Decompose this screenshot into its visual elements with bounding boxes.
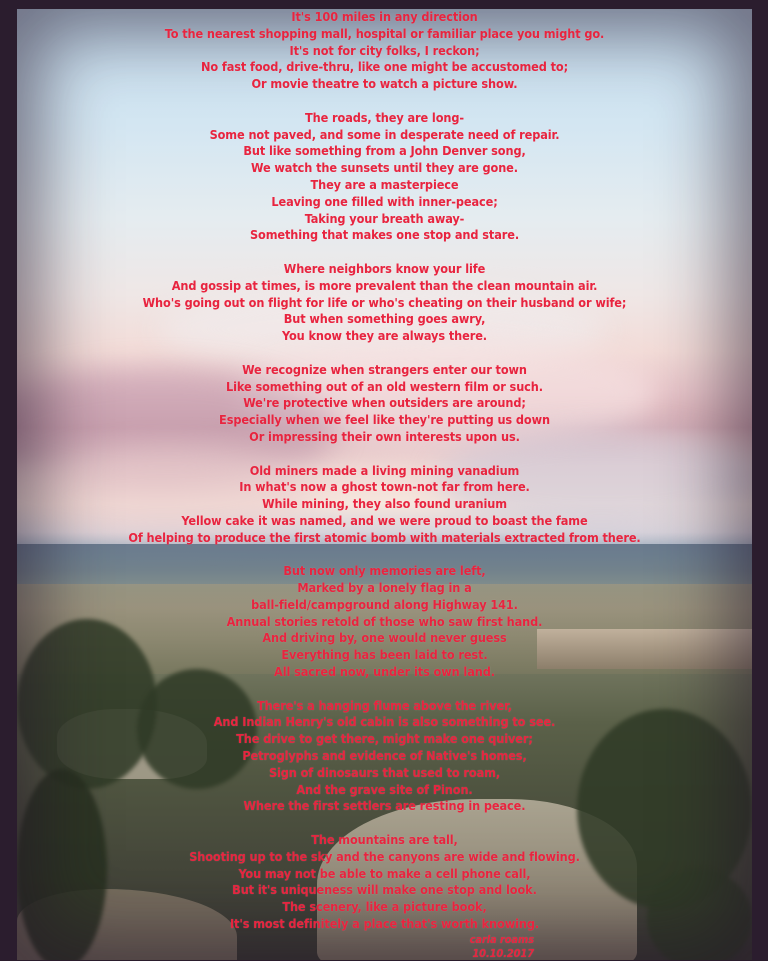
poem-line: The roads, they are long- [305, 109, 464, 125]
poem-line: Petroglyphs and evidence of Native's homes, [242, 748, 527, 764]
poem-line: And gossip at times, is more prevalent than the clean mountain air. [171, 277, 598, 293]
poem-line: And Indian Henry's old cabin is also something to see. [213, 714, 556, 730]
poem-stanza [17, 563, 752, 681]
poem-text [17, 9, 752, 961]
poem-line: We recognize when strangers enter our town [242, 361, 527, 377]
poem-line: Everything has been laid to rest. [281, 647, 488, 663]
poem-line: Taking your breath away- [304, 210, 465, 226]
poem-line: Especially when we feel like they're putting us down [219, 412, 550, 428]
poem-line: There's a hanging flume above the river, [257, 697, 512, 713]
poem-line: The mountains are tall, [311, 832, 458, 848]
poem-line: The scenery, like a picture book, [282, 899, 487, 915]
poem-line: Some not paved, and some in desperate need of repair. [209, 126, 560, 142]
poem-line: Old miners made a living mining vanadium [249, 462, 520, 478]
poem-line: Sign of dinosaurs that used to roam, [268, 764, 501, 780]
poem-line: All sacred now, under its own land. [274, 664, 495, 680]
poem-line: It's 100 miles in any direction [291, 9, 478, 24]
poem-line: Yellow cake it was named, and we were proud to boast the fame [181, 512, 588, 528]
poem-line: Or impressing their own interests upon us. [249, 428, 520, 444]
poem-line: We watch the sunsets until they are gone. [251, 160, 518, 176]
poem-line: And driving by, one would never guess [262, 630, 507, 646]
poem-line: ball-field/campground along Highway 141. [251, 596, 518, 612]
poem-line: Something that makes one stop and stare. [249, 227, 520, 243]
poem-stanza [17, 362, 752, 446]
poem-stanza [17, 698, 752, 816]
poem-line: While mining, they also found uranium [262, 496, 507, 512]
poem-line: But like something from a John Denver song, [243, 143, 526, 159]
poem-line: Of helping to produce the first atomic bomb with materials extracted from there. [128, 529, 641, 545]
poem-line: You know they are always there. [282, 328, 487, 344]
poem-line: Where the first settlers are resting in peace. [243, 798, 526, 814]
poem-line: Where neighbors know your life [283, 260, 486, 276]
poem-line: But now only memories are left, [283, 563, 486, 579]
poem-line: Who's going out on flight for life or who's cheating on their husband or wife; [142, 294, 627, 310]
poem-stanza [17, 261, 752, 345]
poem-stanza [17, 110, 752, 244]
poem-stanza [17, 832, 752, 961]
poem-line: They are a masterpiece [310, 176, 459, 192]
poem-line: But when something goes awry, [283, 311, 486, 327]
poem-line: We're protective when outsiders are around; [243, 395, 526, 411]
poem-line: You may not be able to make a cell phone call, [238, 865, 531, 881]
poem-line: To the nearest shopping mall, hospital or familiar place you might go. [164, 25, 605, 41]
signature-date: 10.10.2017 [472, 946, 534, 960]
poem-line: Annual stories retold of those who saw first hand. [226, 613, 543, 629]
signature: carla roams [469, 932, 534, 946]
poem-line: The drive to get there, might make one quiver; [236, 731, 533, 747]
poem-line: Marked by a lonely flag in a [297, 580, 472, 596]
poem-line: But it's uniqueness will make one stop and look. [232, 882, 537, 898]
poem-stanza [17, 463, 752, 547]
poem-line: And the grave site of Pinon. [296, 781, 473, 797]
poem-stanza [17, 9, 752, 93]
poem-line: It's most definitely a place that's worth knowing. [229, 916, 540, 932]
poem-line: Like something out of an old western film or such. [226, 378, 543, 394]
poem-line: Leaving one filled with inner-peace; [271, 193, 498, 209]
poem-line: It's not for city folks, I reckon; [289, 42, 480, 58]
poem-line: Or movie theatre to watch a picture show. [251, 76, 518, 92]
poem-line: In what's now a ghost town-not far from here. [239, 479, 530, 495]
poem-line: Shooting up to the sky and the canyons are wide and flowing. [189, 848, 580, 864]
poem-line: No fast food, drive-thru, like one might be accustomed to; [200, 59, 569, 75]
